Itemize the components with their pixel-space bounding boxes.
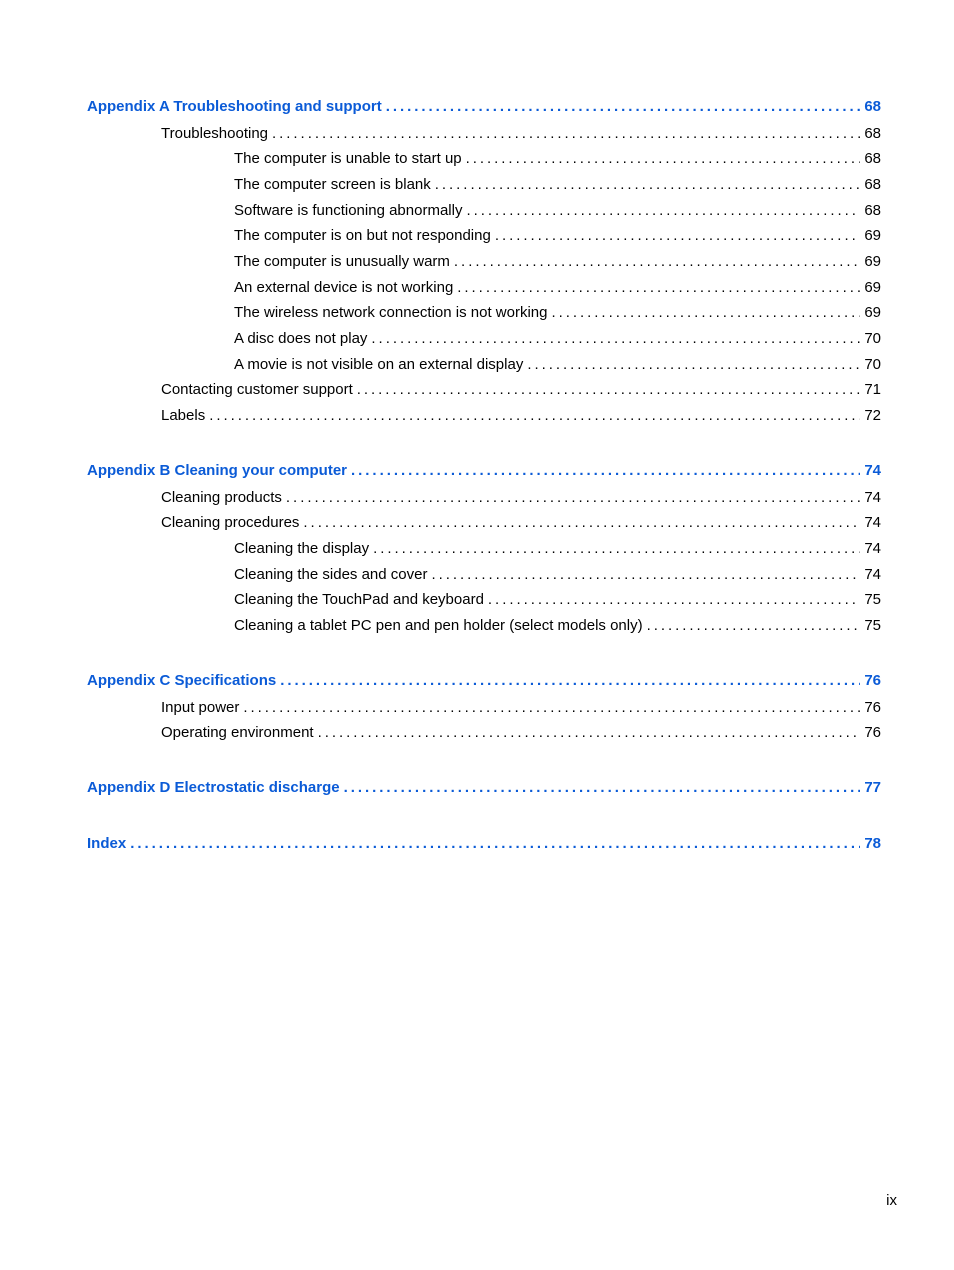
toc-entry[interactable] (234, 149, 881, 169)
toc-chapter-entry[interactable] (87, 778, 881, 798)
toc-entry-page: 69 (864, 253, 881, 270)
toc-entry-page: 72 (864, 407, 881, 424)
toc-entry-page: 74 (864, 514, 881, 531)
toc-entry-page: 74 (864, 566, 881, 583)
dot-leader (344, 778, 861, 798)
toc-entry-title: Contacting customer support (161, 381, 353, 398)
toc-entry-page: 74 (864, 489, 881, 506)
dot-leader (357, 380, 861, 400)
toc-entry-page: 71 (864, 381, 881, 398)
toc-entry[interactable] (161, 406, 881, 426)
toc-entry-page: 68 (864, 202, 881, 219)
toc-chapter-entry[interactable] (87, 97, 881, 117)
toc-entry-page: 76 (864, 672, 881, 689)
dot-leader (386, 97, 861, 117)
dot-leader (280, 671, 860, 691)
dot-leader (272, 124, 860, 144)
toc-entry[interactable] (234, 226, 881, 246)
toc-entry-page: 70 (864, 356, 881, 373)
dot-leader (466, 201, 860, 221)
toc-entry-page: 68 (864, 176, 881, 193)
dot-leader (431, 565, 860, 585)
dot-leader (454, 252, 860, 272)
toc-entry-title: Troubleshooting (161, 125, 269, 142)
toc-entry-title: Appendix B Cleaning your computer (87, 462, 348, 479)
toc-entry[interactable] (234, 278, 881, 298)
dot-leader (243, 698, 860, 718)
toc-entry-title: Input power (161, 699, 240, 716)
dot-leader (495, 226, 860, 246)
toc-entry[interactable] (161, 124, 881, 144)
toc-entry[interactable] (234, 590, 881, 610)
toc-entry-title: A disc does not play (234, 330, 368, 347)
toc-entry[interactable] (234, 565, 881, 585)
dot-leader (457, 278, 860, 298)
dot-leader (488, 590, 860, 610)
dot-leader (303, 513, 860, 533)
toc-entry[interactable] (161, 488, 881, 508)
toc-entry-page: 77 (864, 779, 881, 796)
toc-entry-title: Cleaning a tablet PC pen and pen holder (select models only) (234, 617, 643, 634)
toc-entry-page: 70 (864, 330, 881, 347)
toc-entry[interactable] (161, 723, 881, 743)
dot-leader (435, 175, 861, 195)
toc-entry-page: 75 (864, 617, 881, 634)
toc-chapter-entry[interactable] (87, 461, 881, 481)
toc-entry-title: Appendix D Electrostatic discharge (87, 779, 340, 796)
toc-entry-title: The computer is on but not responding (234, 227, 491, 244)
toc-entry[interactable] (234, 329, 881, 349)
page-number: ix (886, 1192, 897, 1209)
toc-entry-title: Cleaning the sides and cover (234, 566, 428, 583)
toc-entry-title: A movie is not visible on an external display (234, 356, 524, 373)
toc-entry[interactable] (234, 175, 881, 195)
toc-entry[interactable] (234, 355, 881, 375)
toc-entry[interactable] (161, 380, 881, 400)
toc-entry-title: Labels (161, 407, 206, 424)
toc-entry-page: 69 (864, 227, 881, 244)
toc-entry[interactable] (161, 513, 881, 533)
toc-chapter-entry[interactable] (87, 671, 881, 691)
toc-entry-title: The wireless network connection is not working (234, 304, 548, 321)
toc-entry-page: 69 (864, 279, 881, 296)
toc-entry[interactable] (234, 539, 881, 559)
toc-entry-page: 78 (864, 835, 881, 852)
dot-leader (466, 149, 861, 169)
toc-entry-page: 68 (864, 98, 881, 115)
dot-leader (371, 329, 860, 349)
toc-entry-page: 68 (864, 125, 881, 142)
dot-leader (130, 834, 860, 854)
toc-entry-title: Software is functioning abnormally (234, 202, 463, 219)
toc-entry-title: Cleaning procedures (161, 514, 300, 531)
toc-entry-title: Cleaning the TouchPad and keyboard (234, 591, 484, 608)
toc-entry-page: 74 (864, 462, 881, 479)
toc-entry-title: An external device is not working (234, 279, 454, 296)
toc-entry-page: 76 (864, 699, 881, 716)
toc-entry-title: Index (87, 835, 127, 852)
toc-entry[interactable] (234, 616, 881, 636)
toc-entry-page: 75 (864, 591, 881, 608)
toc-entry-page: 76 (864, 724, 881, 741)
toc-chapter-entry[interactable] (87, 834, 881, 854)
toc-entry[interactable] (234, 252, 881, 272)
dot-leader (209, 406, 860, 426)
dot-leader (527, 355, 860, 375)
toc-entry-page: 74 (864, 540, 881, 557)
toc-entry-title: The computer is unusually warm (234, 253, 450, 270)
dot-leader (551, 303, 860, 323)
toc-entry-title: Appendix C Specifications (87, 672, 277, 689)
toc-entry-title: The computer screen is blank (234, 176, 431, 193)
dot-leader (351, 461, 860, 481)
toc-entry[interactable] (161, 698, 881, 718)
toc-entry-title: Cleaning the display (234, 540, 370, 557)
toc-entry-title: Operating environment (161, 724, 314, 741)
toc-entry-title: Cleaning products (161, 489, 282, 506)
dot-leader (647, 616, 861, 636)
toc-entry-title: Appendix A Troubleshooting and support (87, 98, 382, 115)
toc-entry[interactable] (234, 303, 881, 323)
toc-entry[interactable] (234, 201, 881, 221)
toc-entry-page: 69 (864, 304, 881, 321)
dot-leader (286, 488, 860, 508)
dot-leader (373, 539, 860, 559)
toc-entry-page: 68 (864, 150, 881, 167)
toc-entry-title: The computer is unable to start up (234, 150, 462, 167)
dot-leader (318, 723, 861, 743)
